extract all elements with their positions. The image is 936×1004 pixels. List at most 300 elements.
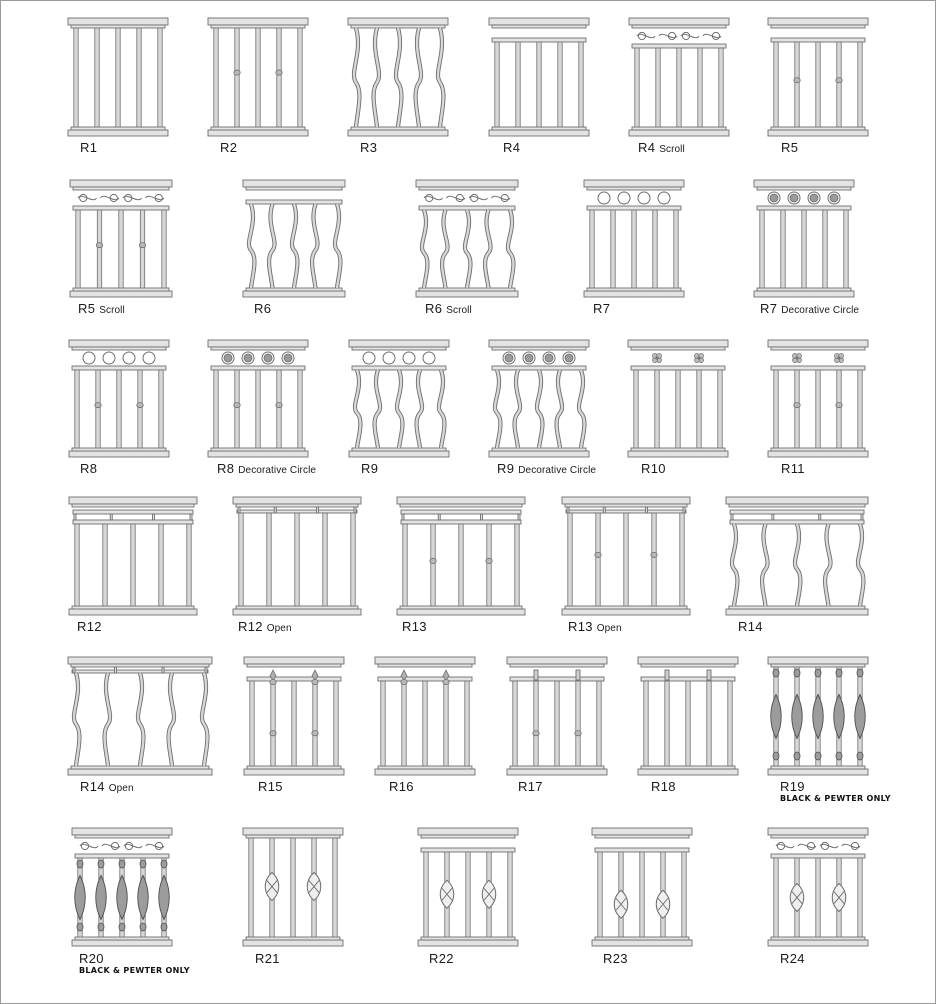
railing-variant: Decorative Circle — [781, 305, 860, 316]
picket-knuckle — [161, 860, 167, 868]
railing-drawing-r14 — [726, 497, 868, 615]
picket — [235, 28, 239, 127]
picket — [634, 370, 638, 448]
bottom-rail — [243, 291, 345, 297]
picket-knuckle — [140, 860, 146, 868]
bottom-rail-lip — [729, 606, 865, 609]
bottom-rail-lip — [771, 448, 865, 451]
railing-drawing-r5 — [768, 18, 868, 136]
bottom-rail-lip — [492, 127, 586, 130]
picket — [802, 210, 806, 288]
panel-post — [274, 507, 276, 513]
picket — [513, 681, 517, 766]
picket-knuckle — [77, 860, 83, 868]
picket — [515, 524, 519, 606]
railing-code: R12 — [238, 619, 263, 634]
panel-post — [861, 514, 863, 520]
railing-label — [360, 140, 377, 155]
panel-post — [74, 514, 76, 520]
picket-collar — [270, 679, 276, 684]
picket-knuckle — [77, 923, 83, 931]
bottom-rail — [72, 940, 172, 946]
cap-rail — [562, 497, 690, 504]
upper-rail — [566, 510, 686, 513]
cap-rail-lip — [492, 25, 586, 28]
picket — [823, 210, 827, 288]
medallion-center — [830, 194, 838, 202]
picket — [117, 370, 121, 448]
bottom-rail-lip — [75, 937, 169, 940]
picket-collar — [270, 731, 276, 736]
picket — [555, 681, 559, 766]
cap-rail — [233, 497, 361, 504]
picket — [214, 370, 218, 448]
picket — [292, 681, 296, 766]
picket-collar — [401, 679, 407, 684]
bottom-rail — [638, 769, 738, 775]
picket-knuckle — [773, 752, 779, 760]
panel-post — [73, 667, 75, 673]
bottom-rail-lip — [246, 937, 340, 940]
scroll-curl — [110, 194, 117, 201]
railing-variant: Scroll — [446, 305, 472, 316]
picket — [403, 524, 407, 606]
picket — [598, 852, 602, 937]
picket — [655, 370, 659, 448]
ring — [83, 352, 95, 364]
picket — [516, 42, 520, 127]
panel-post — [205, 667, 207, 673]
cap-rail — [754, 180, 854, 187]
twist-ornament — [771, 695, 782, 739]
picket — [682, 852, 686, 937]
second-rail — [632, 44, 726, 48]
picket — [680, 513, 684, 606]
railing-drawing-r22 — [418, 828, 518, 946]
picket-knuckle — [161, 923, 167, 931]
picket — [75, 524, 79, 606]
panel-post — [819, 514, 821, 520]
bottom-rail-lip — [631, 448, 725, 451]
panel-post — [316, 507, 318, 513]
picket — [256, 370, 260, 448]
picket — [140, 210, 144, 288]
picket — [676, 370, 680, 448]
railing-label — [780, 779, 805, 794]
second-rail — [211, 366, 305, 370]
picket — [298, 370, 302, 448]
bottom-rail-lip — [73, 288, 169, 291]
scroll-curl — [155, 842, 162, 849]
railing-code: R4 — [503, 140, 521, 155]
bottom-rail-lip — [492, 448, 586, 451]
picket — [597, 681, 601, 766]
railing-label — [258, 779, 283, 794]
picket-collar — [794, 78, 800, 83]
bottom-rail — [584, 291, 684, 297]
cap-rail-lip — [247, 664, 341, 667]
panel-post — [567, 507, 569, 513]
picket-collar — [139, 243, 145, 248]
railing-code: R7 — [760, 301, 778, 316]
picket — [97, 210, 101, 288]
cap-rail — [489, 340, 589, 347]
picket — [760, 210, 764, 288]
twist-ornament — [792, 695, 803, 739]
railing-code: R21 — [255, 951, 280, 966]
bottom-rail — [629, 130, 729, 136]
railing-variant: Scroll — [99, 305, 125, 316]
picket — [116, 28, 120, 127]
railing-code: R23 — [603, 951, 628, 966]
scroll-curl — [668, 32, 675, 39]
picket — [119, 210, 123, 288]
scroll-curl — [125, 842, 132, 849]
cap-rail — [584, 180, 684, 187]
bottom-rail-lip — [421, 937, 515, 940]
bottom-rail-lip — [771, 937, 865, 940]
flower-center — [837, 356, 840, 359]
picket-collar — [95, 403, 101, 408]
railing-code: R16 — [389, 779, 414, 794]
picket — [656, 48, 660, 127]
railing-drawing-r13 — [397, 497, 525, 615]
railing-drawing-r4-scroll — [629, 18, 729, 136]
ring — [403, 352, 415, 364]
picket-collar — [96, 243, 102, 248]
picket-collar — [794, 403, 800, 408]
picket-post — [534, 670, 538, 680]
picket-collar — [443, 679, 449, 684]
panel-post — [238, 507, 240, 513]
medallion-center — [505, 354, 513, 362]
picket — [334, 681, 338, 766]
bottom-rail — [754, 291, 854, 297]
panel-post — [645, 507, 647, 513]
cap-rail-lip — [246, 187, 342, 190]
upper-rail — [73, 510, 193, 514]
ring — [363, 352, 375, 364]
scroll-curl — [638, 32, 645, 39]
picket-collar — [276, 403, 282, 408]
railing-drawing-r8-decorative-circle — [208, 340, 308, 457]
bottom-rail-lip — [352, 448, 446, 451]
scroll-curl — [125, 194, 132, 201]
medallion-center — [545, 354, 553, 362]
cap-rail — [349, 340, 449, 347]
medallion-center — [224, 354, 232, 362]
twist-ornament — [75, 876, 86, 920]
picket — [665, 681, 669, 766]
railing-drawing-r5-scroll — [70, 180, 172, 297]
bottom-rail-lip — [510, 766, 604, 769]
second-rail — [771, 854, 865, 858]
second-rail — [771, 366, 865, 370]
second-rail — [510, 677, 604, 681]
ring — [638, 192, 650, 204]
bottom-rail — [68, 769, 212, 775]
bottom-rail-lip — [351, 127, 445, 130]
bottom-rail-lip — [211, 448, 305, 451]
picket — [138, 370, 142, 448]
picket — [444, 681, 448, 766]
cap-rail-lip — [492, 347, 586, 350]
bottom-rail — [768, 769, 868, 775]
picket-knuckle — [98, 923, 104, 931]
panel-post — [683, 507, 685, 513]
twist-ornament — [834, 695, 845, 739]
picket-knuckle — [773, 669, 779, 677]
twist-ornament — [138, 876, 149, 920]
bottom-rail — [397, 609, 525, 615]
second-rail — [419, 206, 515, 210]
upper-rail — [237, 510, 357, 513]
picket-post — [665, 670, 669, 680]
picket — [652, 513, 656, 606]
ring — [103, 352, 115, 364]
railing-drawing-r3 — [348, 18, 448, 136]
picket — [795, 42, 799, 127]
railing-drawing-r19 — [768, 657, 868, 775]
picket-collar — [234, 403, 240, 408]
picket — [537, 42, 541, 127]
scroll-curl — [777, 842, 784, 849]
railing-label — [361, 461, 378, 476]
picket — [644, 681, 648, 766]
bottom-rail-lip — [71, 766, 209, 769]
railing-label — [79, 951, 104, 966]
picket — [159, 524, 163, 606]
picket — [351, 513, 355, 606]
picket — [624, 513, 628, 606]
railing-label — [429, 951, 454, 966]
cap-rail — [418, 828, 518, 835]
railing-code: R3 — [360, 140, 378, 155]
scroll-curl — [81, 842, 88, 849]
picket-knuckle — [815, 669, 821, 677]
railing-code: R10 — [641, 461, 666, 476]
railing-code: R13 — [402, 619, 427, 634]
bottom-rail-lip — [771, 127, 865, 130]
bottom-rail-lip — [595, 937, 689, 940]
bottom-rail-lip — [236, 606, 358, 609]
picket — [858, 858, 862, 937]
railing-drawing-r15 — [244, 657, 344, 775]
medallion-center — [244, 354, 252, 362]
ring — [383, 352, 395, 364]
railing-code: R12 — [77, 619, 102, 634]
picket-knuckle — [119, 923, 125, 931]
picket-collar — [836, 403, 842, 408]
picket — [239, 513, 243, 606]
cap-rail-lip — [729, 504, 865, 507]
cap-rail-lip — [351, 25, 445, 28]
picket — [74, 28, 78, 127]
picket — [291, 838, 295, 937]
picket — [611, 210, 615, 288]
picket — [295, 513, 299, 606]
railing-drawing-r6 — [243, 180, 345, 297]
picket — [635, 48, 639, 127]
scroll-curl — [471, 194, 478, 201]
railing-label — [425, 301, 472, 318]
railing-label — [402, 619, 427, 634]
picket — [534, 681, 538, 766]
second-rail — [641, 677, 735, 681]
finish-restriction-note: BLACK & PEWTER ONLY — [79, 966, 190, 975]
second-rail — [492, 366, 586, 370]
railing-code: R6 — [425, 301, 443, 316]
picket — [137, 28, 141, 127]
cap-rail — [592, 828, 692, 835]
cap-rail-lip — [641, 664, 735, 667]
railing-drawing-r4 — [489, 18, 589, 136]
bottom-rail — [208, 451, 308, 457]
second-rail — [587, 206, 681, 210]
picket — [459, 524, 463, 606]
picket-collar — [137, 403, 143, 408]
picket — [718, 370, 722, 448]
picket — [271, 681, 275, 766]
scroll-curl — [456, 194, 463, 201]
cap-rail-lip — [73, 187, 169, 190]
picket — [508, 852, 512, 937]
panel-post — [438, 514, 440, 520]
bottom-rail — [375, 769, 475, 775]
picket-knuckle — [815, 752, 821, 760]
cap-rail — [243, 828, 343, 835]
cap-rail-lip — [246, 835, 340, 838]
cap-rail — [70, 180, 172, 187]
cap-rail-lip — [71, 664, 209, 667]
scroll-curl — [111, 842, 118, 849]
picket-collar — [486, 558, 492, 563]
railing-code: R9 — [361, 461, 379, 476]
scroll-curl — [155, 194, 162, 201]
bottom-rail-lip — [247, 766, 341, 769]
picket-collar — [312, 731, 318, 736]
picket — [686, 681, 690, 766]
upper-rail — [730, 510, 864, 514]
picket — [313, 681, 317, 766]
second-rail — [771, 38, 865, 42]
cap-rail-lip — [400, 504, 522, 507]
cap-rail — [208, 340, 308, 347]
medallion-center — [790, 194, 798, 202]
picket — [558, 42, 562, 127]
panel-post — [603, 507, 605, 513]
railing-code: R7 — [593, 301, 611, 316]
medallion-center — [284, 354, 292, 362]
panel-post — [354, 507, 356, 513]
railing-code: R9 — [497, 461, 515, 476]
picket — [579, 42, 583, 127]
picket — [590, 210, 594, 288]
railing-code: R8 — [217, 461, 235, 476]
cap-rail-lip — [71, 25, 165, 28]
picket — [774, 370, 778, 448]
picket-collar — [533, 731, 539, 736]
twist-ornament — [159, 876, 170, 920]
panel-post — [480, 514, 482, 520]
bottom-rail-lip — [400, 606, 522, 609]
bottom-rail — [418, 940, 518, 946]
scroll-curl — [682, 32, 689, 39]
bottom-rail — [348, 130, 448, 136]
railing-code: R4 — [638, 140, 656, 155]
railing-drawing-r23 — [592, 828, 692, 946]
railing-code: R22 — [429, 951, 454, 966]
railing-label — [781, 140, 798, 155]
ring — [143, 352, 155, 364]
picket — [250, 681, 254, 766]
picket — [837, 370, 841, 448]
ring — [618, 192, 630, 204]
railing-drawing-r14-open — [68, 657, 212, 775]
railing-drawing-r1 — [68, 18, 168, 136]
cap-rail — [768, 657, 868, 664]
railing-drawing-r8 — [69, 340, 169, 457]
cap-rail — [638, 657, 738, 664]
picket — [495, 42, 499, 127]
cap-rail-lip — [771, 347, 865, 350]
railing-drawing-r24 — [768, 828, 868, 946]
picket — [96, 370, 100, 448]
bottom-rail-lip — [211, 127, 305, 130]
picket-collar — [276, 70, 282, 75]
bottom-rail-lip — [378, 766, 472, 769]
cap-rail-lip — [419, 187, 515, 190]
railing-code: R24 — [780, 951, 805, 966]
cap-rail-lip — [352, 347, 446, 350]
railing-label — [760, 301, 859, 318]
second-rail — [246, 200, 342, 204]
cap-rail — [726, 497, 868, 504]
picket — [333, 838, 337, 937]
bottom-rail — [592, 940, 692, 946]
cap-rail-lip — [631, 347, 725, 350]
second-rail — [492, 38, 586, 42]
medallion-center — [525, 354, 533, 362]
railing-variant: Decorative Circle — [518, 465, 597, 476]
cap-rail — [69, 497, 197, 504]
cap-rail-lip — [236, 504, 358, 507]
picket — [781, 210, 785, 288]
cap-rail-lip — [771, 664, 865, 667]
picket — [816, 858, 820, 937]
bottom-rail — [244, 769, 344, 775]
picket — [76, 210, 80, 288]
cap-rail — [68, 18, 168, 25]
second-rail — [73, 520, 193, 524]
picket — [674, 210, 678, 288]
bottom-rail — [70, 291, 172, 297]
cap-rail-lip — [75, 835, 169, 838]
cap-rail — [416, 180, 518, 187]
bottom-rail-lip — [757, 288, 851, 291]
picket-knuckle — [794, 752, 800, 760]
picket — [837, 42, 841, 127]
cap-rail-lip — [565, 504, 687, 507]
cap-rail — [72, 828, 172, 835]
bottom-rail — [69, 609, 197, 615]
picket-collar — [836, 78, 842, 83]
cap-rail — [768, 340, 868, 347]
railing-drawing-r12-open — [233, 497, 361, 615]
railing-drawing-r6-scroll — [416, 180, 518, 297]
picket — [677, 48, 681, 127]
railing-label — [603, 951, 628, 966]
